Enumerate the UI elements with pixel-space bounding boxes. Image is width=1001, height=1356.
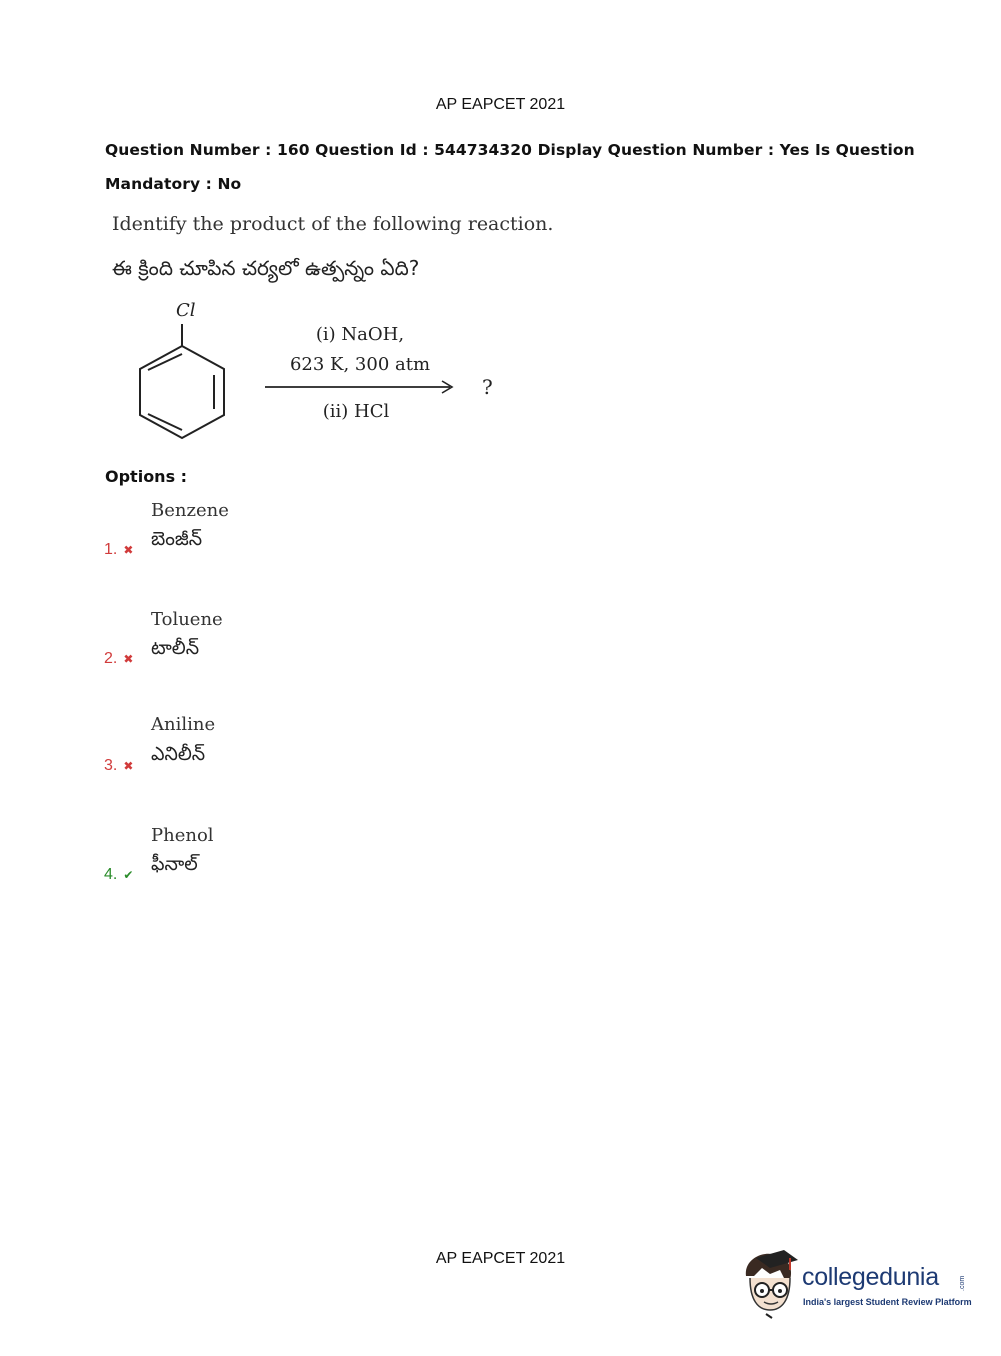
- reagent-step2: (ii) HCl: [322, 401, 390, 422]
- option-3[interactable]: [104, 757, 133, 775]
- options-label: Options :: [105, 467, 188, 486]
- collegedunia-tagline: India's largest Student Review Platform: [803, 1297, 972, 1307]
- page-footer: AP EAPCET 2021: [435, 1250, 566, 1267]
- correct-check-icon: ✔: [123, 868, 134, 882]
- option-3-number: 3.: [104, 757, 118, 774]
- logo-com-suffix: [959, 1267, 967, 1291]
- logo-com-text: .com: [959, 1275, 966, 1291]
- reagent-step1-line1: (i) NaOH,: [315, 324, 405, 345]
- option-1[interactable]: [104, 541, 133, 559]
- question-text-english: Identify the product of the following reaction.: [112, 213, 554, 235]
- option-4-english: Phenol: [151, 825, 214, 846]
- reaction-scheme: [120, 290, 520, 450]
- option-1-number: 1.: [104, 541, 118, 558]
- chlorine-label: Cl: [176, 300, 196, 321]
- option-4-telugu: ఫీనాల్: [151, 853, 198, 875]
- option-3-telugu: ఎనిలీన్: [151, 743, 206, 765]
- option-2[interactable]: [104, 650, 133, 668]
- benzene-ring: [140, 346, 224, 438]
- option-2-telugu: టాలీన్: [151, 637, 200, 659]
- chlorobenzene-structure: [140, 324, 224, 438]
- product-placeholder: ?: [482, 375, 493, 399]
- collegedunia-mascot-icon: [740, 1248, 800, 1320]
- option-2-english: Toluene: [151, 609, 223, 630]
- page-header: AP EAPCET 2021: [435, 96, 566, 113]
- reagent-step1-line2: 623 K, 300 atm: [289, 354, 431, 375]
- option-3-english: Aniline: [151, 714, 216, 735]
- wrong-mark-icon: ✖: [123, 652, 134, 666]
- collegedunia-logo-text: collegedunia: [802, 1263, 939, 1291]
- option-1-english: Benzene: [151, 500, 229, 521]
- option-4[interactable]: [104, 866, 133, 884]
- wrong-mark-icon: ✖: [123, 759, 134, 773]
- option-2-number: 2.: [104, 650, 118, 667]
- question-text-telugu: ఈ క్రింది చూపిన చర్యలో ఉత్పన్నం ఏది?: [112, 256, 420, 280]
- option-1-telugu: బెంజీన్: [151, 528, 203, 550]
- question-meta-line1: Question Number : 160 Question Id : 544734320 Display Question Number : Yes Is Question: [105, 141, 915, 159]
- option-4-number: 4.: [104, 866, 118, 883]
- question-meta-line2: Mandatory : No: [105, 175, 242, 193]
- wrong-mark-icon: ✖: [123, 543, 134, 557]
